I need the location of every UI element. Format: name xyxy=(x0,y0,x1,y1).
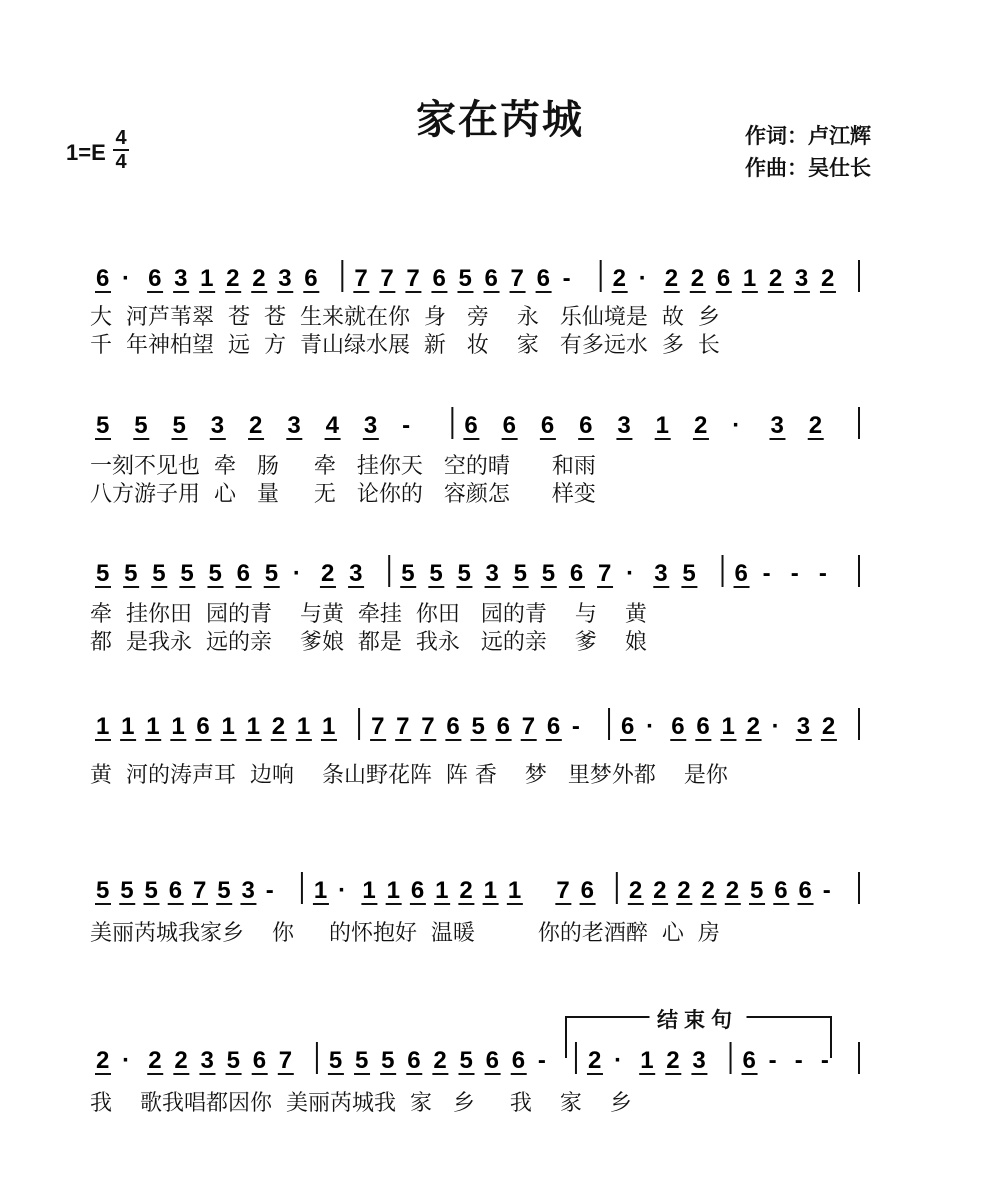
note-glyph: 6 xyxy=(671,713,685,740)
note-glyph: 6 xyxy=(304,265,318,292)
note-glyph: 5 xyxy=(180,560,194,587)
note-glyph: 7 xyxy=(406,265,420,292)
note-glyph: 2 xyxy=(664,265,679,292)
lyricist-credit: 作词：卢江辉 xyxy=(745,124,871,148)
note-glyph: 6 xyxy=(798,877,812,904)
note-glyph: 1 xyxy=(435,877,449,904)
note-glyph: 6 xyxy=(464,412,478,439)
note-glyph: 6 xyxy=(432,265,446,292)
note-glyph: 6 xyxy=(485,1047,499,1074)
note-glyph: 3 xyxy=(287,412,301,439)
note-glyph: 5 xyxy=(120,877,134,904)
note-glyph: 3 xyxy=(278,265,292,292)
note-glyph: 6 xyxy=(446,713,460,740)
time-signature xyxy=(113,128,129,172)
note-glyph: 5 xyxy=(144,877,158,904)
note-glyph: 7 xyxy=(521,713,536,740)
note-glyph: 1 xyxy=(507,877,522,904)
note-glyph: 5 xyxy=(264,560,279,587)
lyric-verse-1: 牵 挂你田 园的青 与黄 牵挂 你田 园的青 与 黄 xyxy=(90,602,647,627)
note-glyph: 2 xyxy=(666,1047,680,1074)
note-glyph: 2 xyxy=(821,713,836,740)
note-glyph: - xyxy=(537,1047,546,1074)
note-glyph: 6 xyxy=(496,713,510,740)
music-system-4 xyxy=(90,706,880,786)
note-glyph: - xyxy=(818,560,827,587)
note-glyph: 5 xyxy=(682,560,696,587)
note-glyph: 7 xyxy=(371,713,385,740)
note-glyph: 5 xyxy=(328,1047,343,1074)
note-glyph: 2 xyxy=(174,1047,188,1074)
note-glyph: 2 xyxy=(701,877,715,904)
note-glyph: 2 xyxy=(768,265,783,292)
song-title: 家在芮城 xyxy=(416,97,584,143)
note-glyph: · xyxy=(626,560,635,587)
note-glyph: 6 xyxy=(484,265,498,292)
note-glyph: 6 xyxy=(579,412,593,439)
note-glyph: 3 xyxy=(794,265,809,292)
note-glyph: 6 xyxy=(621,713,635,740)
note-glyph: 3 xyxy=(692,1047,706,1074)
note-glyph: 1 xyxy=(655,412,670,439)
note-glyph: 2 xyxy=(690,265,705,292)
note-glyph: 3 xyxy=(174,265,188,292)
note-glyph: 5 xyxy=(96,877,110,904)
note-glyph: 2 xyxy=(693,412,708,439)
note-glyph: 1 xyxy=(721,713,735,740)
note-glyph: 3 xyxy=(349,560,363,587)
note-glyph: - xyxy=(790,560,799,587)
note-glyph: 5 xyxy=(750,877,764,904)
note-glyph: 5 xyxy=(459,1047,473,1074)
note-glyph: · xyxy=(338,877,347,904)
note-glyph: 7 xyxy=(510,265,524,292)
note-glyph: 7 xyxy=(556,877,570,904)
note-glyph: · xyxy=(614,1047,623,1074)
note-glyph: 1 xyxy=(321,713,336,740)
note-glyph: 7 xyxy=(598,560,612,587)
lyric-verse-2: 千 年神柏望 远 方 青山绿水展 新 妆 家 有多远水 多 长 xyxy=(90,333,720,358)
note-glyph: 6 xyxy=(716,265,731,292)
note-glyph: 3 xyxy=(796,713,811,740)
note-glyph: 1 xyxy=(296,713,311,740)
note-glyph: 3 xyxy=(241,877,255,904)
note-glyph: - xyxy=(820,1047,829,1074)
note-glyph: - xyxy=(571,713,580,740)
note-glyph: - xyxy=(768,1047,777,1074)
note-glyph: · xyxy=(292,560,301,587)
note-glyph: 5 xyxy=(471,713,485,740)
note-glyph: 5 xyxy=(172,412,186,439)
note-glyph: 6 xyxy=(540,412,555,439)
note-glyph: - xyxy=(822,877,831,904)
note-glyph: 5 xyxy=(208,560,222,587)
note-glyph: 2 xyxy=(746,713,760,740)
note-glyph: 3 xyxy=(654,560,668,587)
note-glyph: 2 xyxy=(226,265,240,292)
lyric-verse-1: 一刻不见也 牵 肠 牵 挂你天 空的晴 和雨 xyxy=(90,454,596,479)
note-glyph: - xyxy=(562,265,571,292)
notation-line xyxy=(90,706,880,746)
composer-credit: 作曲：吴仕长 xyxy=(745,156,871,180)
note-glyph: 6 xyxy=(536,265,550,292)
note-glyph: 6 xyxy=(742,1047,756,1074)
note-glyph: - xyxy=(265,877,274,904)
notation-line xyxy=(90,405,880,445)
note-glyph: · xyxy=(646,713,655,740)
music-system-6 xyxy=(90,1040,880,1120)
ending-label: 结束句 xyxy=(649,1004,746,1034)
note-glyph: 3 xyxy=(200,1047,214,1074)
note-glyph: 5 xyxy=(355,1047,369,1074)
note-glyph: 5 xyxy=(513,560,528,587)
note-glyph: 6 xyxy=(546,713,561,740)
note-glyph: 6 xyxy=(407,1047,421,1074)
key-signature: 1=E xyxy=(66,140,106,165)
note-glyph: 5 xyxy=(96,560,110,587)
note-glyph: 6 xyxy=(502,412,516,439)
note-glyph: 5 xyxy=(152,560,166,587)
note-glyph: 5 xyxy=(458,265,472,292)
note-glyph: 1 xyxy=(171,713,185,740)
jianpu-notes xyxy=(90,706,880,756)
note-glyph: · xyxy=(638,265,647,292)
note-glyph: 7 xyxy=(278,1047,293,1074)
note-glyph: 5 xyxy=(381,1047,395,1074)
note-glyph: 2 xyxy=(653,877,667,904)
note-glyph: 6 xyxy=(252,1047,267,1074)
note-glyph: 2 xyxy=(249,412,263,439)
note-glyph: 1 xyxy=(483,877,497,904)
note-glyph: · xyxy=(732,412,741,439)
lyric-line: 我 歌我唱都因你 美丽芮城我 家 乡 我 家 乡 xyxy=(90,1091,632,1116)
note-glyph: 2 xyxy=(628,877,643,904)
notation-line xyxy=(90,553,880,593)
note-glyph: 2 xyxy=(433,1047,447,1074)
note-glyph: 5 xyxy=(429,560,443,587)
note-glyph: - xyxy=(794,1047,803,1074)
notation-line xyxy=(90,258,880,298)
lyric-line: 黄 河的涛声耳 边响 条山野花阵 阵 香 梦 里梦外都 是你 xyxy=(90,763,728,788)
note-glyph: 2 xyxy=(725,877,740,904)
note-glyph: 2 xyxy=(677,877,691,904)
note-glyph: 5 xyxy=(96,412,110,439)
note-glyph: 2 xyxy=(808,412,823,439)
note-glyph: 6 xyxy=(569,560,584,587)
note-glyph: 2 xyxy=(252,265,266,292)
note-glyph: 3 xyxy=(770,412,784,439)
note-glyph: 5 xyxy=(217,877,231,904)
note-glyph: 3 xyxy=(617,412,631,439)
lyric-verse-2: 八方游子用 心 量 无 论你的 容颜怎 样变 xyxy=(90,482,596,507)
note-glyph: 6 xyxy=(580,877,594,904)
note-glyph: 1 xyxy=(96,713,110,740)
note-glyph: 5 xyxy=(457,560,471,587)
note-glyph: 6 xyxy=(236,560,250,587)
note-glyph: 1 xyxy=(742,265,757,292)
note-glyph: 2 xyxy=(820,265,835,292)
note-glyph: 5 xyxy=(226,1047,240,1074)
note-glyph: 1 xyxy=(246,713,261,740)
notation-line xyxy=(90,870,880,910)
note-glyph: 1 xyxy=(313,877,328,904)
jianpu-notes xyxy=(90,553,880,603)
note-glyph: - xyxy=(762,560,771,587)
lyric-line: 美丽芮城我家乡 你 的怀抱好 温暖 你的老酒醉 心 房 xyxy=(90,921,720,946)
jianpu-notes xyxy=(90,870,880,920)
note-glyph: - xyxy=(402,412,411,439)
jianpu-notes xyxy=(90,1040,880,1090)
note-glyph: 6 xyxy=(196,713,210,740)
note-glyph: 5 xyxy=(541,560,556,587)
note-glyph: 6 xyxy=(96,265,110,292)
note-glyph: 1 xyxy=(386,877,401,904)
lyric-verse-1: 大 河芦苇翠 苍 苍 生来就在你 身 旁 永 乐仙境是 故 乡 xyxy=(90,305,720,330)
note-glyph: 7 xyxy=(354,265,368,292)
note-glyph: 2 xyxy=(320,560,335,587)
note-glyph: 6 xyxy=(168,877,183,904)
note-glyph: 3 xyxy=(485,560,499,587)
note-glyph: 5 xyxy=(124,560,138,587)
note-glyph: 6 xyxy=(734,560,748,587)
note-glyph: 3 xyxy=(210,412,225,439)
note-glyph: 2 xyxy=(96,1047,110,1074)
note-glyph: 7 xyxy=(396,713,410,740)
music-system-3 xyxy=(90,553,880,653)
note-glyph: 1 xyxy=(121,713,135,740)
meter-top: 4 xyxy=(115,127,127,149)
jianpu-notes xyxy=(90,405,880,455)
note-glyph: 2 xyxy=(148,1047,162,1074)
meter-bottom: 4 xyxy=(115,151,127,173)
note-glyph: 7 xyxy=(192,877,207,904)
note-glyph: 6 xyxy=(774,877,788,904)
note-glyph: 1 xyxy=(221,713,235,740)
note-glyph: 1 xyxy=(146,713,160,740)
lyric-verse-2: 都 是我永 远的亲 爹娘 都是 我永 远的亲 爹 娘 xyxy=(90,630,647,655)
note-glyph: 5 xyxy=(401,560,415,587)
note-glyph: · xyxy=(122,265,131,292)
note-glyph: 4 xyxy=(325,412,339,439)
note-glyph: 6 xyxy=(148,265,162,292)
note-glyph: 7 xyxy=(421,713,435,740)
note-glyph: 7 xyxy=(380,265,394,292)
music-system-1 xyxy=(90,258,880,358)
note-glyph: 1 xyxy=(200,265,214,292)
notation-line xyxy=(90,1040,880,1080)
music-system-5 xyxy=(90,870,880,950)
note-glyph: 5 xyxy=(134,412,148,439)
note-glyph: · xyxy=(122,1047,131,1074)
note-glyph: 6 xyxy=(410,877,425,904)
note-glyph: · xyxy=(771,713,780,740)
note-glyph: 2 xyxy=(271,713,286,740)
note-glyph: 1 xyxy=(362,877,376,904)
note-glyph: 6 xyxy=(511,1047,526,1074)
note-glyph: 2 xyxy=(459,877,473,904)
note-glyph: 2 xyxy=(612,265,627,292)
note-glyph: 1 xyxy=(640,1047,654,1074)
music-system-2 xyxy=(90,405,880,505)
note-glyph: 6 xyxy=(696,713,710,740)
note-glyph: 2 xyxy=(587,1047,602,1074)
note-glyph: 3 xyxy=(363,412,378,439)
